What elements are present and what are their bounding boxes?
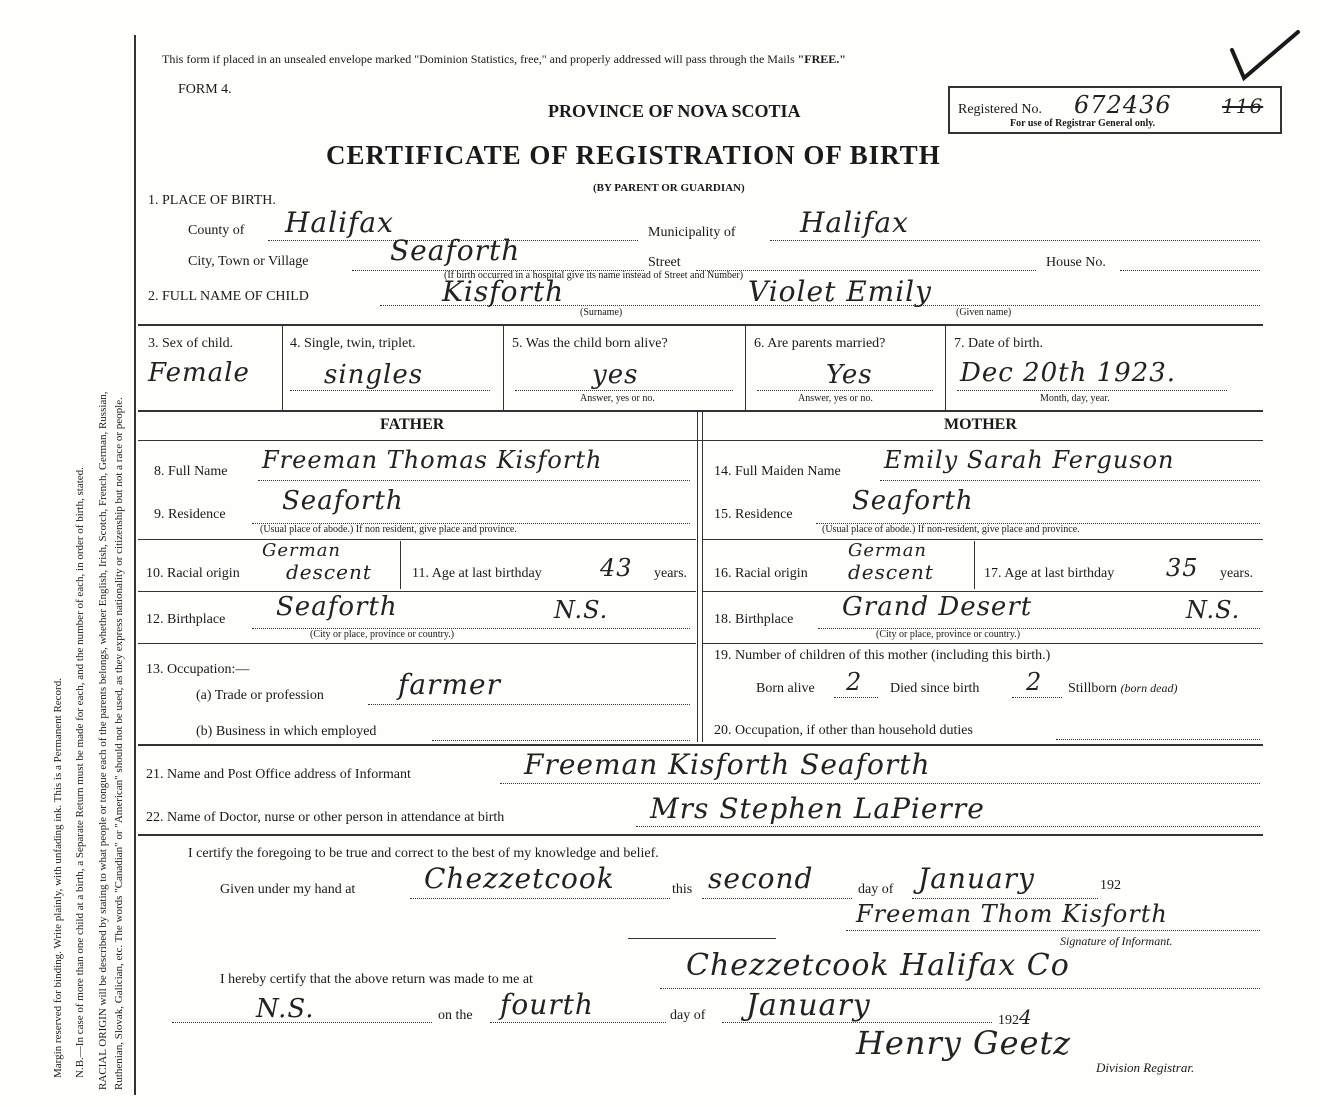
cert-day-label: day of: [858, 882, 894, 897]
sex-value: Female: [148, 358, 250, 388]
registered-struck-number: 116: [1222, 94, 1264, 118]
doctor-value: Mrs Stephen LaPierre: [650, 792, 985, 825]
father-residence-value: Seaforth: [282, 486, 404, 516]
father-name-label: 8. Full Name: [154, 464, 228, 479]
margin-note-racial-origin-cont: Ruthenian, Slovak, Galician, etc. The words "Canadian" or "American" should not be used, as they express nationality or citizenship but not a race or people.: [113, 397, 125, 1090]
born-alive-value: 2: [846, 668, 863, 696]
given-label: Given under my hand at: [220, 882, 356, 897]
given-place-value: Chezzetcook: [424, 862, 615, 895]
mother-birthplace-note: (City or place, province or country.): [876, 629, 1021, 640]
mother-name-value: Emily Sarah Ferguson: [884, 446, 1175, 474]
born-alive-label: Born alive: [756, 681, 815, 696]
father-racial-divider: [400, 541, 401, 589]
single-label: 4. Single, twin, triplet.: [290, 336, 416, 351]
registrar-place-value: Chezzetcook Halifax Co: [686, 948, 1070, 983]
dob-label: 7. Date of birth.: [954, 336, 1044, 351]
house-line: [1120, 270, 1260, 271]
mother-birthplace-label: 18. Birthplace: [714, 612, 794, 627]
single-line: [290, 390, 490, 391]
informant-signature: Freeman Thom Kisforth: [856, 900, 1168, 928]
form-number: FORM 4.: [178, 82, 232, 97]
registrar-day-label: day of: [670, 1008, 706, 1023]
municipality-label: Municipality of: [648, 225, 736, 240]
street-label: Street: [648, 255, 681, 270]
father-business-line: [432, 740, 690, 741]
father-age-unit: years.: [654, 566, 688, 581]
informant-label: 21. Name and Post Office address of Informant: [146, 767, 411, 782]
married-value: Yes: [826, 360, 873, 390]
father-business-label: (b) Business in which employed: [196, 724, 377, 739]
place-of-birth-heading: 1. PLACE OF BIRTH.: [148, 193, 276, 208]
cert-month-value: January: [918, 862, 1035, 895]
surname-note: (Surname): [580, 307, 623, 318]
cert-day-line: [702, 898, 852, 899]
street-line: [696, 270, 1036, 271]
father-trade-line: [368, 704, 690, 705]
registrar-signature-label: Division Registrar.: [1096, 1060, 1195, 1075]
informant-signature-label: Signature of Informant.: [1060, 934, 1173, 948]
father-name-value: Freeman Thomas Kisforth: [262, 446, 603, 474]
mother-children-label: 19. Number of children of this mother (including this birth.): [714, 648, 1051, 663]
dob-note: Month, day, year.: [1040, 393, 1110, 404]
stillborn-label: Stillborn (born dead): [1068, 681, 1178, 696]
doctor-label: 22. Name of Doctor, nurse or other person in attendance at birth: [146, 810, 505, 825]
father-residence-note: (Usual place of abode.) If non resident, give place and province.: [260, 524, 517, 535]
died-line: [1012, 697, 1062, 698]
mother-birthplace-province: N.S.: [1186, 596, 1241, 624]
father-racial-label: 10. Racial origin: [146, 566, 240, 581]
died-label: Died since birth: [890, 681, 980, 696]
check-mark-icon: [1226, 28, 1306, 88]
rule-f2: [138, 591, 696, 592]
margin-note-multiple-births: N.B.—In case of more than one child at a birth, a Separate Return must be made for each, and the number of each, in order of birth, stated.: [74, 467, 86, 1078]
mother-age-label: 17. Age at last birthday: [984, 566, 1115, 581]
born-alive-line: [834, 697, 878, 698]
sex-label: 3. Sex of child.: [148, 336, 234, 351]
registrar-day-line: [490, 1022, 666, 1023]
municipality-line: [770, 240, 1260, 241]
registrar-month-value: January: [746, 988, 871, 1023]
mother-residence-value: Seaforth: [852, 486, 974, 516]
dob-line: [957, 390, 1227, 391]
registrar-day-value: fourth: [500, 988, 594, 1021]
mother-heading: MOTHER: [944, 416, 1017, 433]
died-value: 2: [1026, 668, 1043, 696]
doctor-line: [636, 826, 1260, 827]
alive-line: [515, 390, 733, 391]
registrar-place-cont: N.S.: [256, 994, 315, 1024]
registrar-on-label: on the: [438, 1008, 473, 1023]
informant-value: Freeman Kisforth Seaforth: [524, 748, 931, 781]
father-trade-label: (a) Trade or profession: [196, 688, 324, 703]
county-value: Halifax: [285, 206, 394, 239]
cert-year: 192: [1100, 878, 1121, 893]
father-birthplace-label: 12. Birthplace: [146, 612, 226, 627]
cert-day-value: second: [708, 862, 814, 895]
mother-racial-value-1: German: [848, 540, 928, 561]
certificate-subtitle: (BY PARENT OR GUARDIAN): [593, 182, 745, 194]
mother-residence-label: 15. Residence: [714, 507, 793, 522]
father-birthplace-note: (City or place, province or country.): [310, 629, 455, 640]
father-residence-label: 9. Residence: [154, 507, 226, 522]
row3-divider-3: [745, 326, 746, 410]
dob-value: Dec 20th 1923.: [960, 358, 1177, 388]
mother-age-value: 35: [1166, 554, 1199, 582]
child-name-label: 2. FULL NAME OF CHILD: [148, 289, 309, 304]
mother-residence-note: (Usual place of abode.) If non-resident, give place and province.: [822, 524, 1080, 535]
certify-statement: I certify the foregoing to be true and correct to the best of my knowledge and belief.: [188, 846, 659, 861]
mother-occupation-line: [1056, 739, 1260, 740]
given-note: (Given name): [956, 307, 1012, 318]
rule-f3: [138, 643, 696, 644]
alive-label: 5. Was the child born alive?: [512, 336, 668, 351]
city-label: City, Town or Village: [188, 254, 309, 269]
margin-note-binding: Margin reserved for binding. Write plainly, with unfading ink. This is a Permanent Record.: [52, 678, 64, 1078]
cert-month-line: [912, 898, 1098, 899]
rule-5: [138, 834, 1263, 836]
row3-divider-2: [503, 326, 504, 410]
rule-4: [138, 744, 1263, 746]
mother-occupation-label: 20. Occupation, if other than household duties: [714, 723, 973, 738]
mother-name-line: [880, 480, 1260, 481]
rule-f1: [138, 539, 696, 540]
mother-racial-value-2: descent: [848, 560, 934, 584]
alive-note: Answer, yes or no.: [580, 393, 655, 404]
column-divider: [697, 412, 703, 742]
informant-signature-line: [846, 930, 1260, 931]
informant-line: [500, 783, 1260, 784]
this-label: this: [672, 882, 693, 897]
divider-short: [628, 938, 776, 939]
father-birthplace-value: Seaforth: [276, 592, 398, 622]
certificate-title: CERTIFICATE OF REGISTRATION OF BIRTH: [326, 140, 941, 170]
father-age-value: 43: [600, 554, 633, 582]
father-trade-value: farmer: [398, 668, 501, 701]
father-heading: FATHER: [380, 416, 445, 433]
city-value: Seaforth: [390, 234, 521, 267]
married-line: [757, 390, 933, 391]
county-label: County of: [188, 223, 245, 238]
row3-divider-4: [945, 326, 946, 410]
rule-m3: [702, 643, 1263, 644]
mother-racial-label: 16. Racial origin: [714, 566, 808, 581]
father-racial-value-1: German: [262, 540, 342, 561]
registrar-statement: I hereby certify that the above return was made to me at: [220, 972, 533, 987]
registered-label: Registered No.: [958, 102, 1042, 117]
father-birthplace-province: N.S.: [554, 596, 609, 624]
mother-birthplace-value: Grand Desert: [842, 592, 1033, 622]
alive-value: yes: [592, 360, 639, 390]
registrar-signature: Henry Geetz: [856, 1024, 1072, 1062]
child-given-name: Violet Emily: [748, 275, 932, 308]
margin-note-racial-origin: RACIAL ORIGIN will be described by stating to what people or tongue each of the parents belongs, whether English, Irish, Scotch, French, German, Russian,: [97, 391, 109, 1090]
rule-1: [138, 324, 1263, 326]
house-label: House No.: [1046, 255, 1106, 270]
municipality-value: Halifax: [800, 206, 909, 239]
father-name-line: [258, 480, 690, 481]
father-age-label: 11. Age at last birthday: [412, 566, 542, 581]
married-note: Answer, yes or no.: [798, 393, 873, 404]
single-value: singles: [324, 360, 424, 390]
registered-number: 672436: [1074, 91, 1172, 119]
father-racial-value-2: descent: [286, 560, 372, 584]
married-label: 6. Are parents married?: [754, 336, 886, 351]
registrar-note: For use of Registrar General only.: [1010, 118, 1156, 129]
mother-racial-divider: [974, 541, 975, 589]
registrar-year: 1924: [998, 1005, 1033, 1029]
child-surname: Kisforth: [442, 275, 565, 308]
rule-m1: [702, 539, 1263, 540]
mother-age-unit: years.: [1220, 566, 1254, 581]
registered-box: [948, 86, 1282, 134]
mother-name-label: 14. Full Maiden Name: [714, 464, 841, 479]
given-place-line: [410, 898, 670, 899]
row3-divider-1: [282, 326, 283, 410]
hospital-note: (If birth occurred in a hospital give its name instead of Street and Number): [444, 270, 744, 281]
province-heading: PROVINCE OF NOVA SCOTIA: [548, 101, 801, 121]
margin-rule: [134, 35, 136, 1095]
father-occupation-label: 13. Occupation:—: [146, 662, 250, 677]
mail-notice: This form if placed in an unsealed envelope marked "Dominion Statistics, free," and properly addressed will pass through the Mails "FREE.": [162, 52, 846, 66]
